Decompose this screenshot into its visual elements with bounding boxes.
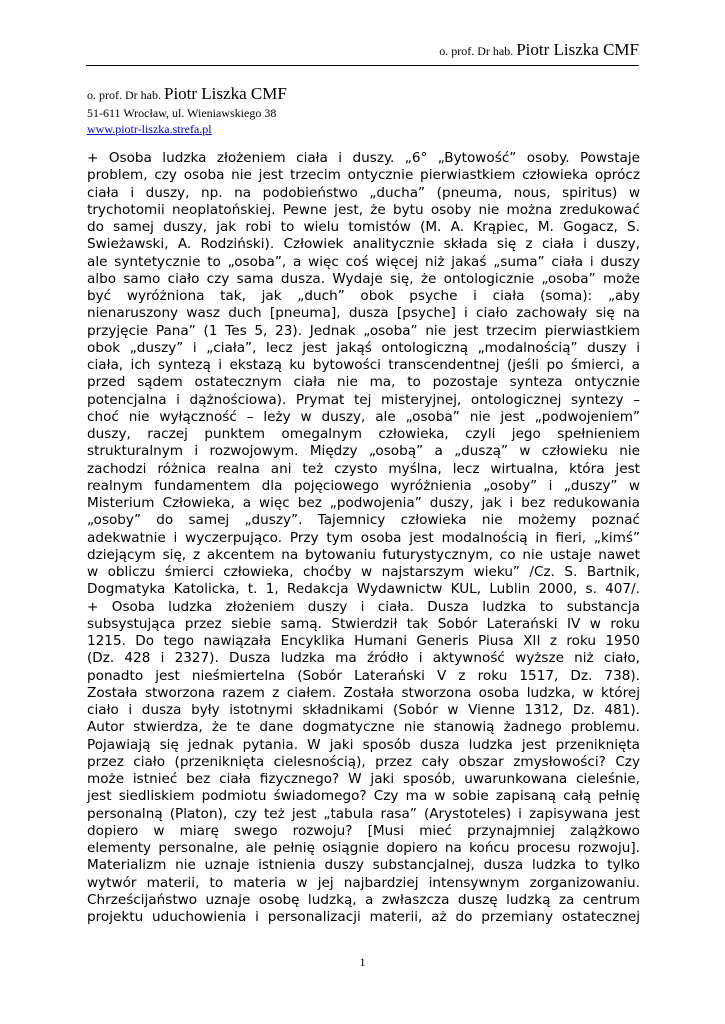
author-prefix: o. prof. Dr hab. — [87, 88, 161, 102]
text-line: (Dz. 428 i 2327). Dusza ludzka ma źródło i aktywność wyższe niż ciało, — [87, 650, 640, 667]
text-line: 1215. Do tego nawiązała Encyklika Humani Generis Piusa XII z roku 1950 — [87, 633, 640, 649]
author-website-link[interactable]: www.piotr-liszka.strefa.pl — [87, 122, 212, 136]
text-line: obok „duszy” i „ciała”, lecz jest jakąś ontologiczną „modalnością” duszy i — [87, 339, 640, 356]
text-line: Misterium Człowieka, a więc bez „podwojenia” duszy, jak i bez redukowania — [87, 495, 640, 511]
text-line: Autor stwierdza, że te dane dogmatyczne nie stanowią żadnego problemu. — [87, 719, 640, 736]
text-line: + Osoba ludzka złożeniem ciała i duszy. „6° „Bytowość” osoby. Powstaje — [87, 150, 640, 166]
header-prefix: o. prof. Dr hab. — [439, 44, 514, 58]
text-line: Chrześcijaństwo uznaje osobę ludzką, a zwłaszcza duszę ludzką za centrum — [87, 891, 640, 908]
text-line: realnym fundamentem dla pojęciowego wyróżnienia „osoby” i „duszy” w — [87, 477, 640, 494]
text-line: ale syntetycznie to „osoba”, a więc coś więcej niż jakaś „suma” ciała i duszy — [87, 253, 640, 270]
text-line: trychotomii neoplatońskiej. Pewne jest, że bytu osoby nie można zredukować — [87, 201, 640, 218]
author-address: 51-611 Wrocław, ul. Wieniawskiego 38 — [87, 106, 277, 120]
author-name: Piotr Liszka CMF — [163, 84, 287, 103]
running-header — [86, 40, 639, 60]
text-line: duszy, raczej punktem omegalnym człowieka, czyli jego spełnieniem — [87, 426, 640, 442]
text-line: choć nie wyłączność – leży w duszy, ale „osoba” nie jest „podwojeniem” — [87, 408, 640, 425]
page-number: 1 — [359, 955, 366, 969]
text-line: może istnieć bez ciała fizycznego? W jaki sposób, uwarunkowana cieleśnie, — [87, 771, 640, 787]
text-line: elementy personalne, ale pełnię osiągnie dopiero na końcu procesu rozwoju]. — [87, 840, 640, 856]
text-line: przyjęcie Pana” (1 Tes 5, 23). Jednak „osoba” nie jest trzecim pierwiastkiem — [87, 322, 640, 339]
text-line: Materializm nie uznaje istnienia duszy substancjalnej, dusza ludzka to tylko — [87, 857, 640, 874]
text-line: problem, czy osoba nie jest trzecim ontycznie pierwiastkiem człowieka oprócz — [87, 167, 640, 184]
text-line: subsystująca przez siebie samą. Stwierdził tak Sobór Laterański IV w roku — [87, 615, 640, 632]
text-line: albo samo ciało czy sama dusza. Wydaje się, że ontologicznie „osoba” może — [87, 270, 640, 287]
text-line: dopiero w miarę swego rozwoju? [Musi mieć przynajmniej zalążkowo — [87, 822, 640, 839]
text-line: potencjalna i dążnościowa). Prymat tej misteryjnej, ontologicznej syntezy – — [87, 391, 640, 408]
text-line: przez ciało (przeniknięta cielesnością), przez cały obszar zmysłowości? Czy — [87, 753, 640, 770]
text-line: projektu uduchowienia i personalizacji materii, aż do przemiany ostatecznej — [87, 909, 640, 925]
text-line: dziejącym się, z akcentem na bytowaniu futurystycznym, co nie ustaje nawet — [87, 546, 640, 563]
text-line: ciała i duszy, np. na podobieństwo „ducha” (pneuma, nous, spiritus) w — [87, 184, 640, 201]
body-text — [87, 150, 640, 926]
text-line: do samej duszy, jak robi to wielu tomistów (M. A. Krąpiec, M. Gogacz, S. — [87, 219, 640, 235]
text-line: + Osoba ludzka złożeniem duszy i ciała. Dusza ludzka to substancja — [87, 598, 640, 615]
text-line: Została stworzona razem z ciałem. Została stworzona osoba ludzka, w której — [87, 684, 640, 701]
text-line: adekwatnie i wyczerpująco. Przy tym osoba jest modalnością in fieri, „kimś” — [87, 529, 640, 546]
text-line: ciała, ich syntezą i ekstazą ku bytowości transcendentnej (jeśli po śmierci, a — [87, 357, 640, 373]
text-line: Pojawiają się jednak pytania. W jaki sposób dusza ludzka jest przeniknięta — [87, 736, 640, 753]
text-line: być wyróżniona tak, jak „duch” obok psyche i ciała (soma): „aby — [87, 288, 640, 304]
text-line: jest siedliskiem podmiotu świadomego? Czy ma w sobie zapisaną całą pełnię — [87, 788, 640, 805]
text-line: strukturalnym i rozwojowym. Między „osobą” a „duszą” w człowieku nie — [87, 443, 640, 460]
text-line: ciało i dusza były istotnymi składnikami (Sobór w Vienne 1312, Dz. 481). — [87, 702, 640, 718]
text-line: zachodzi różnica realna ani też czysto myślna, lecz wirtualna, która jest — [87, 460, 640, 477]
header-author-name: Piotr Liszka CMF — [516, 40, 639, 59]
text-line: Swieżawski, A. Rodziński). Człowiek analitycznie składa się z ciała i duszy, — [87, 236, 640, 253]
text-line: ponadto jest nieśmiertelna (Sobór Laterański V z roku 1517, Dz. 738). — [87, 667, 640, 684]
text-line: nienaruszony wasz duch [pneuma], dusza [psyche] i ciało zachowały się na — [87, 305, 640, 322]
text-line: Dogmatyka Katolicka, t. 1, Redakcja Wydawnictw KUL, Lublin 2000, s. 407/. — [87, 581, 640, 598]
author-block — [87, 86, 287, 137]
text-line: w obliczu śmierci człowieka, choćby w najstarszym wieku” /Cz. S. Bartnik, — [87, 564, 640, 580]
text-line: wytwór materii, to materia w jej najbardziej intensywnym zorganizowaniu. — [87, 874, 640, 891]
text-line: „osoby” do samej „duszy”. Tajemnicy człowieka nie możemy poznać — [87, 512, 640, 529]
header-rule — [86, 65, 639, 66]
text-line: personalną (Platon), czy też jest „tabula rasa” (Arystoteles) i zapisywana jest — [87, 805, 640, 822]
author-title-line — [87, 86, 287, 103]
text-line: przed sądem ostatecznym ciała nie ma, to pozostaje synteza ontycznie — [87, 374, 640, 391]
